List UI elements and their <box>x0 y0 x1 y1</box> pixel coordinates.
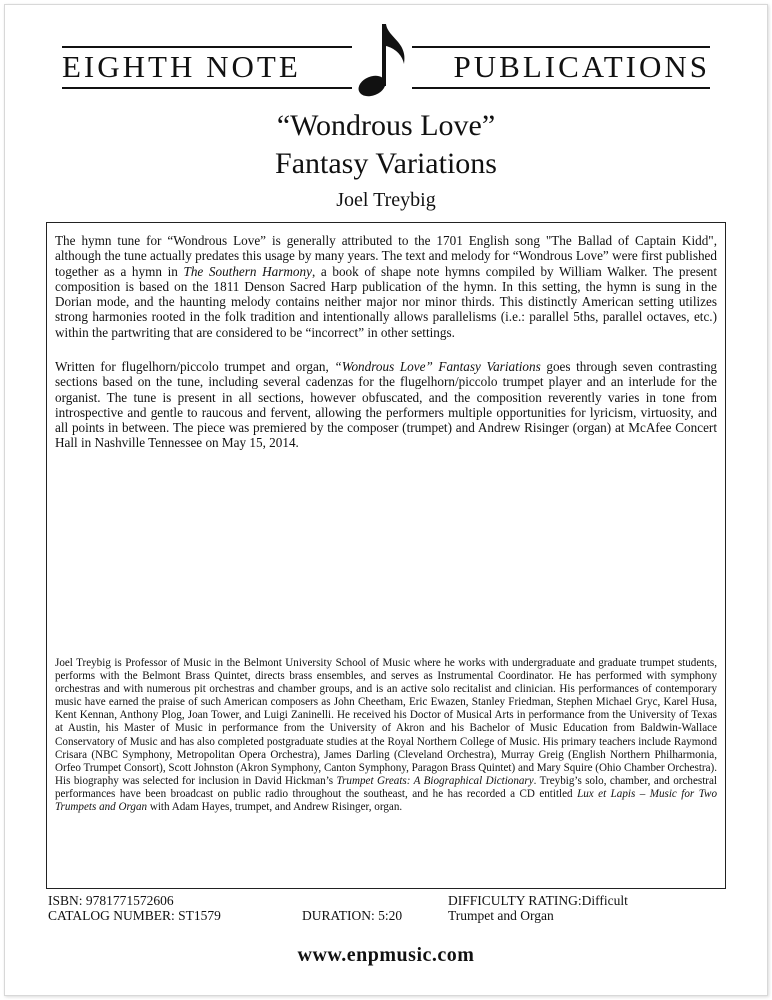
description-text: Written for flugelhorn/piccolo trumpet and organ, <box>55 359 335 374</box>
bio-text: Joel Treybig is Professor of Music in the Belmont University School of Music where he works with undergraduate and graduate trumpet students, performs with the Belmont Brass Quintet, directs brass ensembles, and serves as Instrumental Coordinator. He has performed with symphony orchestras and with numerous pit orchestras and chamber groups, and is an active solo recitalist and clinician. His performances of contemporary music have earned the praise of such American composers as John Cheetham, Eric Ewazen, Stanley Friedman, Stephen Michael Gryc, Karel Husa, Kent Kennan, Anthony Plog, Joan Tower, and Luigi Zaninelli. He received his Doctor of Musical Arts in performance from the University of Texas at Austin, his Master of Music in performance from the University of Akron and his Bachelor of Music Education from Baldwin-Wallace Conservatory of Music and has also completed postgraduate studies at the Royal Northern College of Music. His primary teachers include Raymond Crisara (NBC Symphony, Metropolitan Opera Orchestra), James Darling (Cleveland Orchestra), Murray Greig (English Northern Philharmonia, Orfeo Trumpet Consort), Scott Johnston (Akron Symphony, Canton Symphony, Paragon Brass Quintet) and Mary Squire (Ohio Chamber Orchestra). His biography was selected for inclusion in David Hickman’s <box>55 657 717 787</box>
description-text: , a book of shape note hymns compiled by William Walker. The present composition is based on the 1811 Denson Sacred Harp publication of the hymn. In this setting, the hymn is sung in the Dorian mode, and the haunting melody contains neither major nor minor thirds. This distinctly American setting utilizes strong harmonies rooted in the folk tradition and intentionally allows parallelisms (i.e.: parallel 5ths, parallel octaves, etc.) within the partwriting that are considered to be “incorrect” in other settings. <box>55 263 718 340</box>
piece-subtitle: Fantasy Variations <box>275 147 497 180</box>
composer-biography <box>55 657 717 814</box>
piece-title-inline: “Wondrous Love” Fantasy Variations <box>334 359 541 374</box>
eighth-note-icon <box>352 20 412 100</box>
book-title: The Southern Harmony <box>183 263 312 279</box>
duration: DURATION: 5:20 <box>302 908 403 923</box>
isbn: ISBN: 9781771572606 <box>48 893 174 908</box>
composer-name: Joel Treybig <box>336 189 436 211</box>
description-text: goes through seven contrasting sections based on the tune, including several cadenzas for the flugelhorn/piccolo trumpet player and an interlude for the organist. The tune is present in all sections, however obfuscated, and the composition reverently varies in tone from introspective and gentle to raucous and fervent, allowing the performers multiple opportunities for lyricism, virtuosity, and all points in between. The piece was premiered by the composer (trumpet) and Andrew Risinger (organ) at McAfee Concert Hall in Nashville Tennessee on May 15, 2014. <box>55 359 718 451</box>
bio-cd-title: Lux et Lapis – Music for Two Trumpets and Organ <box>55 787 717 814</box>
publisher-name-left: EIGHTH NOTE <box>62 49 301 84</box>
bio-text: . Treybig’s solo, chamber, and orchestral performances have been broadcast on public radio throughout the southeast, and he has recorded a CD entitled <box>55 774 717 800</box>
publisher-logo <box>62 20 710 90</box>
instrumentation: Trumpet and Organ <box>448 908 554 923</box>
difficulty-rating: DIFFICULTY RATING:Difficult <box>448 893 628 908</box>
bio-text: with Adam Hayes, trumpet, and Andrew Risinger, organ. <box>147 801 403 814</box>
description-text: The hymn tune for “Wondrous Love” is generally attributed to the 1701 English song "The Ballad of Captain Kidd", although the tune actually predates this usage by many years. The text and melody for “Wondrous Love” were first published together as a hymn in <box>55 233 717 279</box>
title-block <box>0 107 772 215</box>
piece-title: “Wondrous Love” <box>276 109 496 142</box>
program-notes-box <box>46 222 726 889</box>
catalog-number: CATALOG NUMBER: ST1579 <box>48 908 221 923</box>
description-paragraph-1 <box>55 233 717 340</box>
bio-book-title: Trumpet Greats: A Biographical Dictionary <box>336 774 534 787</box>
publisher-name-right: PUBLICATIONS <box>453 49 710 84</box>
publisher-website: www.enpmusic.com <box>297 944 475 966</box>
description-paragraph-2 <box>55 359 717 451</box>
